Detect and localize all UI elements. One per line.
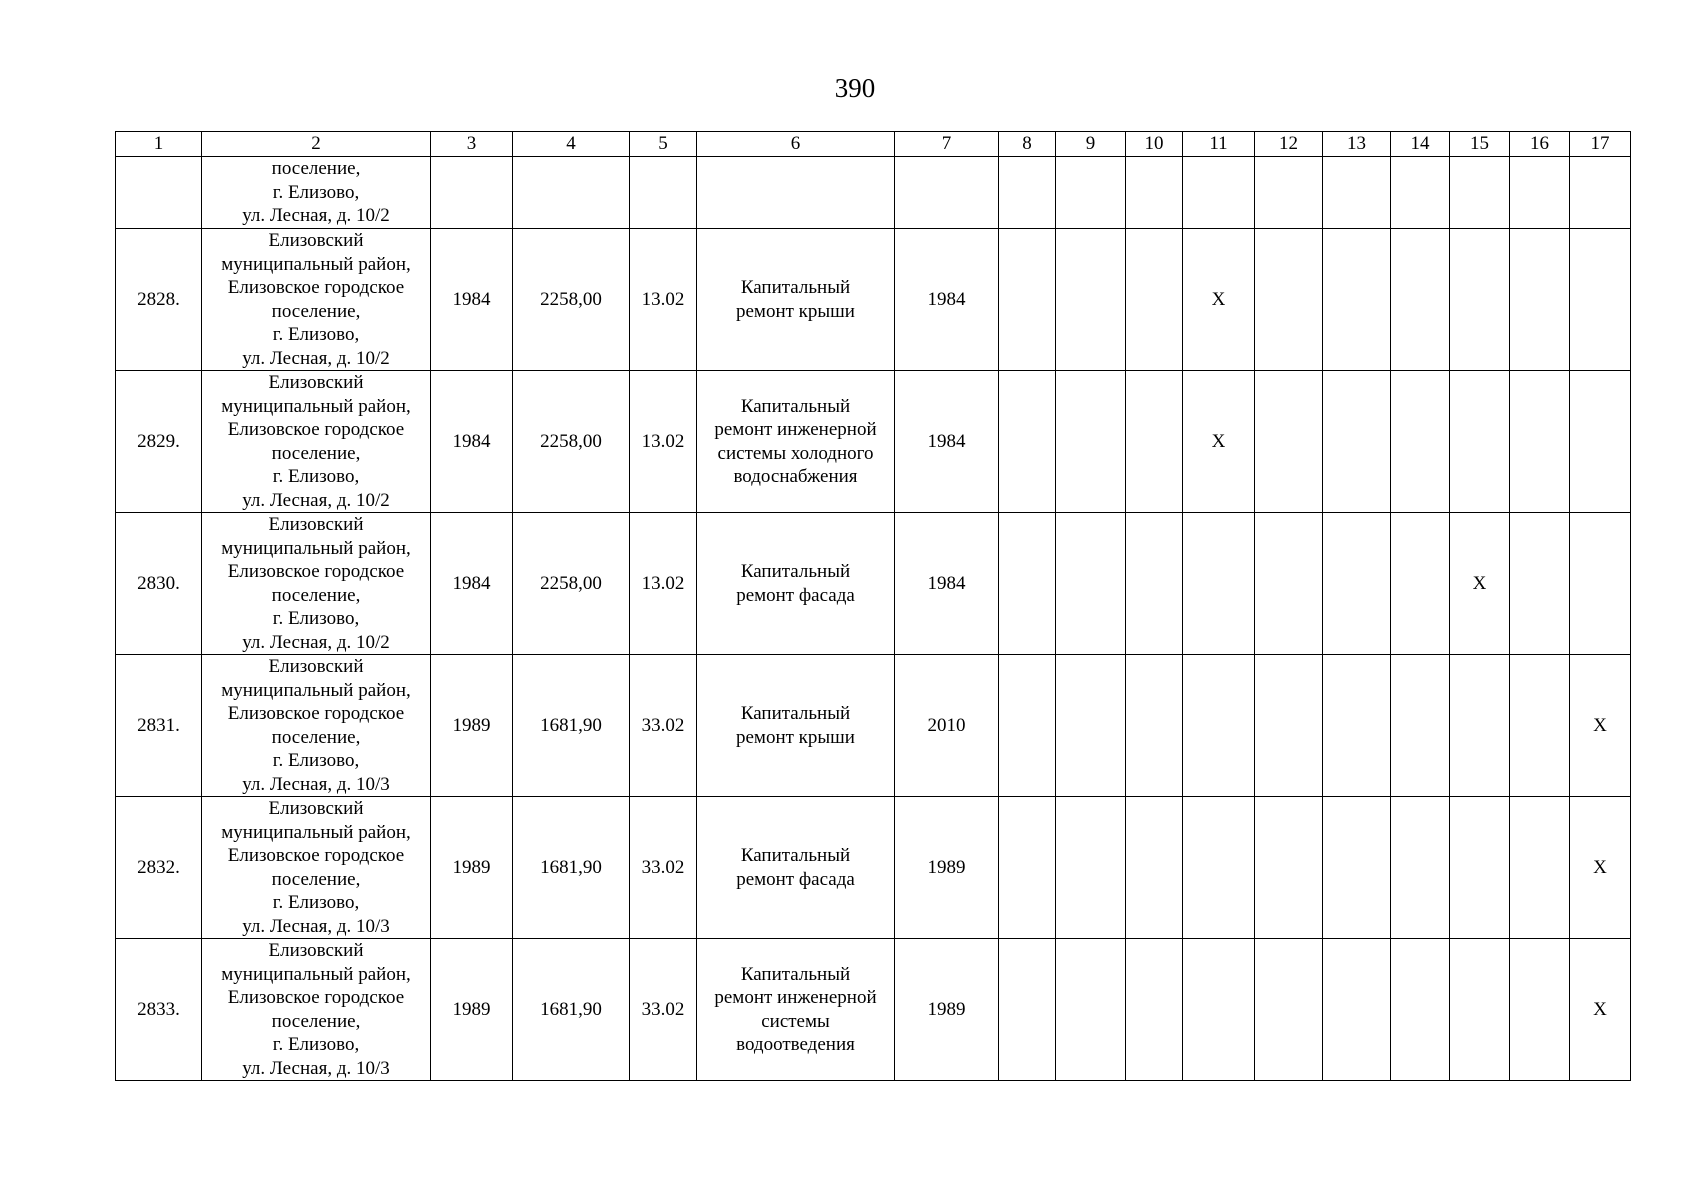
work-type-cell (697, 655, 895, 797)
empty-cell (1510, 513, 1570, 655)
address-line: Елизовский (268, 656, 364, 677)
empty-cell (1450, 797, 1510, 939)
empty-cell (1056, 371, 1126, 513)
work-type-line: ремонт инженерной (714, 419, 877, 440)
address-line: ул. Лесная, д. 10/2 (242, 347, 390, 369)
address-line: г. Елизово, (272, 892, 360, 913)
empty-cell (1323, 939, 1391, 1081)
empty-cell (1510, 157, 1570, 229)
mark-cell-col-17: X (1570, 655, 1631, 797)
row-number-cell: 2829. (116, 371, 202, 513)
address-line: г. Елизово, (272, 750, 360, 771)
row-number-cell: 2830. (116, 513, 202, 655)
work-type-line: водоотведения (736, 1034, 855, 1055)
address-line: г. Елизово, (272, 324, 360, 345)
address-line: Елизовское городское (227, 845, 405, 866)
empty-cell (1510, 229, 1570, 371)
address-line: муниципальный район, (221, 253, 411, 275)
code-cell: 33.02 (630, 655, 697, 797)
empty-cell (895, 157, 999, 229)
address-cell (202, 371, 431, 513)
empty-cell (999, 157, 1056, 229)
empty-cell (1391, 229, 1450, 371)
header-cell-col-14: 14 (1391, 132, 1450, 157)
address-line: г. Елизово, (272, 1034, 360, 1055)
address-line: муниципальный район, (221, 821, 411, 843)
code-cell: 33.02 (630, 797, 697, 939)
empty-cell (999, 797, 1056, 939)
empty-cell (1510, 371, 1570, 513)
repair-year-cell: 1989 (895, 797, 999, 939)
header-cell-col-17: 17 (1570, 132, 1631, 157)
work-type-cell (697, 513, 895, 655)
mark-cell-col-15: X (1450, 513, 1510, 655)
continuation-address-cell (202, 157, 431, 229)
empty-cell (1391, 655, 1450, 797)
header-cell-col-7: 7 (895, 132, 999, 157)
row-number-cell: 2832. (116, 797, 202, 939)
header-row (116, 132, 1631, 157)
empty-cell (999, 939, 1056, 1081)
empty-cell (1255, 655, 1323, 797)
work-type-cell (697, 371, 895, 513)
work-type-line: Капитальный (740, 561, 851, 582)
address-line: Елизовское городское (227, 277, 405, 298)
empty-cell (1323, 157, 1391, 229)
empty-cell (1255, 157, 1323, 229)
address-line: поселение, (271, 584, 361, 606)
address-line: Елизовское городское (227, 419, 405, 440)
empty-cell (431, 157, 513, 229)
empty-cell (1323, 229, 1391, 371)
empty-cell (1056, 797, 1126, 939)
address-cell (202, 229, 431, 371)
repair-year-cell: 1984 (895, 513, 999, 655)
empty-cell (1450, 939, 1510, 1081)
header-cell-col-2: 2 (202, 132, 431, 157)
empty-cell (1510, 939, 1570, 1081)
work-type-line: системы (761, 1010, 830, 1032)
page-number: 390 (834, 73, 876, 103)
empty-cell (1183, 513, 1255, 655)
empty-cell (999, 371, 1056, 513)
empty-cell (1126, 513, 1183, 655)
empty-cell (116, 157, 202, 229)
empty-cell (1450, 157, 1510, 229)
empty-cell (1126, 229, 1183, 371)
address-line: Елизовский (268, 798, 364, 819)
work-type-line: ремонт инженерной (714, 987, 877, 1008)
empty-cell (1391, 157, 1450, 229)
address-line: Елизовский (268, 230, 364, 251)
build-year-cell: 1984 (431, 229, 513, 371)
empty-cell (1056, 939, 1126, 1081)
mark-cell-col-17: X (1570, 797, 1631, 939)
empty-cell (1255, 797, 1323, 939)
empty-cell (1255, 229, 1323, 371)
empty-cell (1056, 229, 1126, 371)
build-year-cell: 1989 (431, 655, 513, 797)
empty-cell (1126, 939, 1183, 1081)
header-cell-col-13: 13 (1323, 132, 1391, 157)
work-type-line: Капитальный (740, 703, 851, 724)
mark-cell-col-11: X (1183, 229, 1255, 371)
address-line: муниципальный район, (221, 963, 411, 985)
address-line: поселение, (271, 1010, 361, 1032)
address-line: Елизовское городское (227, 703, 405, 724)
mark-cell-col-11: X (1183, 371, 1255, 513)
header-cell-col-11: 11 (1183, 132, 1255, 157)
build-year-cell: 1989 (431, 797, 513, 939)
empty-cell (999, 655, 1056, 797)
table-row (116, 513, 1631, 655)
work-type-line: ремонт крыши (736, 300, 855, 322)
repair-year-cell: 1984 (895, 371, 999, 513)
empty-cell (1056, 157, 1126, 229)
empty-cell (1510, 655, 1570, 797)
header-cell-col-16: 16 (1510, 132, 1570, 157)
address-line: г. Елизово, (272, 466, 360, 487)
work-type-cell (697, 797, 895, 939)
header-cell-col-8: 8 (999, 132, 1056, 157)
header-cell-col-10: 10 (1126, 132, 1183, 157)
empty-cell (1323, 655, 1391, 797)
address-line: поселение, (271, 158, 361, 180)
empty-cell (1510, 797, 1570, 939)
empty-cell (999, 513, 1056, 655)
address-line: г. Елизово, (272, 181, 360, 203)
empty-cell (1255, 371, 1323, 513)
address-line: поселение, (271, 300, 361, 322)
area-cell: 1681,90 (513, 797, 630, 939)
code-cell: 13.02 (630, 371, 697, 513)
table-row (116, 797, 1631, 939)
empty-cell (999, 229, 1056, 371)
address-line: Елизовское городское (227, 561, 405, 582)
address-line: Елизовское городское (227, 987, 405, 1008)
empty-cell (1570, 371, 1631, 513)
row-number-cell: 2833. (116, 939, 202, 1081)
empty-cell (1183, 797, 1255, 939)
repair-year-cell: 1984 (895, 229, 999, 371)
empty-cell (1570, 157, 1631, 229)
empty-cell (630, 157, 697, 229)
area-cell: 2258,00 (513, 513, 630, 655)
row-number-cell: 2828. (116, 229, 202, 371)
work-type-line: Капитальный (740, 845, 851, 866)
empty-cell (1056, 655, 1126, 797)
work-type-line: Капитальный (740, 395, 851, 417)
address-cell (202, 655, 431, 797)
code-cell: 13.02 (630, 513, 697, 655)
table-row (116, 655, 1631, 797)
empty-cell (1255, 939, 1323, 1081)
table-row (116, 229, 1631, 371)
empty-cell (1323, 513, 1391, 655)
address-line: муниципальный район, (221, 395, 411, 417)
empty-cell (1323, 797, 1391, 939)
address-line: Елизовский (268, 940, 364, 961)
address-line: ул. Лесная, д. 10/3 (242, 773, 390, 795)
empty-cell (1056, 513, 1126, 655)
work-type-line: системы холодного (717, 442, 874, 464)
repair-year-cell: 2010 (895, 655, 999, 797)
empty-cell (513, 157, 630, 229)
empty-cell (1391, 797, 1450, 939)
header-cell-col-4: 4 (513, 132, 630, 157)
empty-cell (1126, 371, 1183, 513)
empty-cell (1570, 229, 1631, 371)
empty-cell (1183, 939, 1255, 1081)
empty-cell (1391, 371, 1450, 513)
address-line: г. Елизово, (272, 608, 360, 629)
build-year-cell: 1984 (431, 371, 513, 513)
header-cell-col-1: 1 (116, 132, 202, 157)
table-row (116, 371, 1631, 513)
address-line: ул. Лесная, д. 10/2 (242, 205, 390, 227)
address-cell (202, 797, 431, 939)
header-cell-col-3: 3 (431, 132, 513, 157)
continuation-row (116, 157, 1631, 229)
address-line: муниципальный район, (221, 679, 411, 701)
address-line: ул. Лесная, д. 10/3 (242, 915, 390, 937)
header-cell-col-5: 5 (630, 132, 697, 157)
empty-cell (1126, 797, 1183, 939)
mark-cell-col-17: X (1570, 939, 1631, 1081)
empty-cell (1391, 939, 1450, 1081)
build-year-cell: 1989 (431, 939, 513, 1081)
empty-cell (1126, 157, 1183, 229)
empty-cell (697, 157, 895, 229)
code-cell: 33.02 (630, 939, 697, 1081)
work-type-line: Капитальный (740, 963, 851, 985)
address-line: поселение, (271, 442, 361, 464)
table-row (116, 939, 1631, 1081)
build-year-cell: 1984 (431, 513, 513, 655)
empty-cell (1570, 513, 1631, 655)
work-type-cell (697, 939, 895, 1081)
work-type-line: водоснабжения (733, 466, 858, 487)
work-type-line: ремонт фасада (736, 868, 855, 890)
header-cell-col-6: 6 (697, 132, 895, 157)
header-cell-col-9: 9 (1056, 132, 1126, 157)
empty-cell (1450, 371, 1510, 513)
empty-cell (1323, 371, 1391, 513)
address-line: поселение, (271, 726, 361, 748)
header-cell-col-15: 15 (1450, 132, 1510, 157)
work-type-line: ремонт крыши (736, 726, 855, 748)
address-line: ул. Лесная, д. 10/3 (242, 1057, 390, 1079)
work-type-line: ремонт фасада (736, 584, 855, 606)
address-cell (202, 513, 431, 655)
work-type-cell (697, 229, 895, 371)
repair-year-cell: 1989 (895, 939, 999, 1081)
empty-cell (1450, 655, 1510, 797)
empty-cell (1126, 655, 1183, 797)
code-cell: 13.02 (630, 229, 697, 371)
area-cell: 2258,00 (513, 371, 630, 513)
address-line: ул. Лесная, д. 10/2 (242, 631, 390, 653)
address-line: Елизовский (268, 372, 364, 393)
row-number-cell: 2831. (116, 655, 202, 797)
header-cell-col-12: 12 (1255, 132, 1323, 157)
empty-cell (1183, 655, 1255, 797)
empty-cell (1183, 157, 1255, 229)
area-cell: 1681,90 (513, 939, 630, 1081)
address-line: Елизовский (268, 514, 364, 535)
empty-cell (1391, 513, 1450, 655)
address-line: ул. Лесная, д. 10/2 (242, 489, 390, 511)
capital-repair-table (115, 131, 1631, 1081)
area-cell: 1681,90 (513, 655, 630, 797)
address-cell (202, 939, 431, 1081)
empty-cell (1255, 513, 1323, 655)
address-line: поселение, (271, 868, 361, 890)
address-line: муниципальный район, (221, 537, 411, 559)
work-type-line: Капитальный (740, 277, 851, 298)
area-cell: 2258,00 (513, 229, 630, 371)
empty-cell (1450, 229, 1510, 371)
